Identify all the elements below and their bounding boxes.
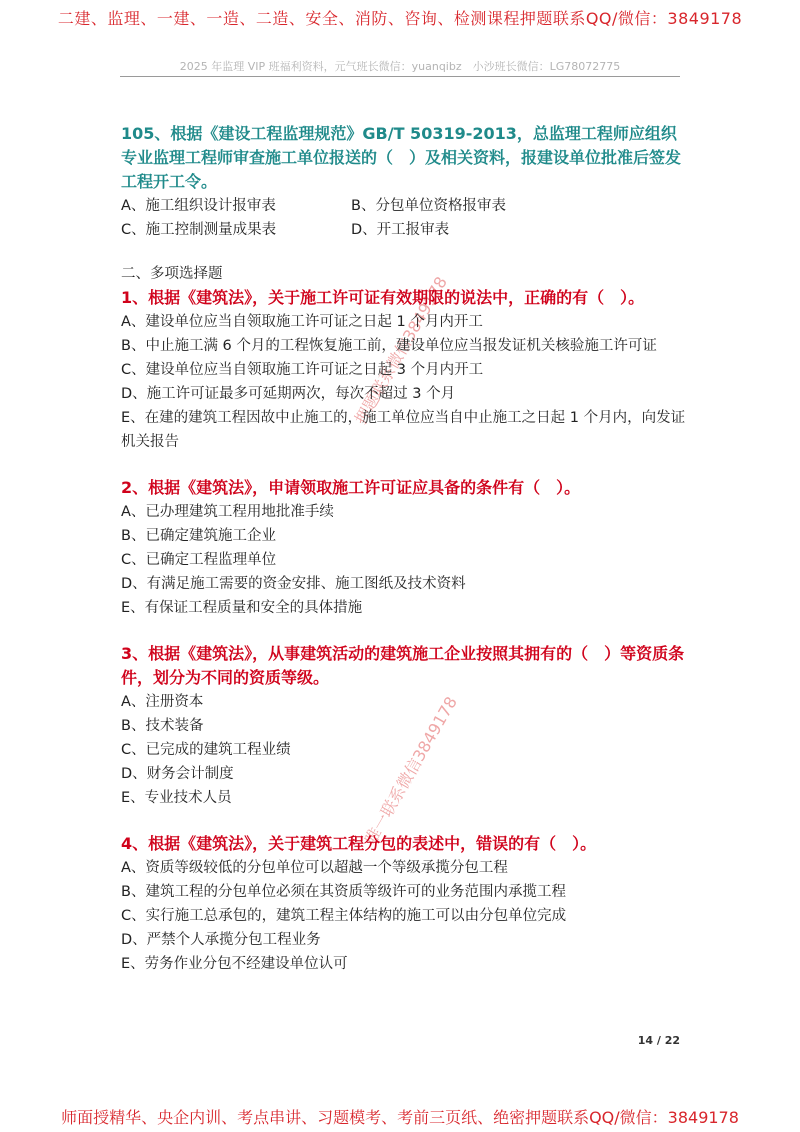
- top-contact-banner: 二建、监理、一建、一造、二造、安全、消防、咨询、检测课程押题联系QQ/微信：3849178: [57, 9, 743, 28]
- option: A、施工组织设计报审表: [121, 198, 276, 214]
- option: C、已完成的建筑工程业绩: [121, 742, 291, 758]
- option: C、实行施工总承包的，建筑工程主体结构的施工可以由分包单位完成: [121, 908, 567, 924]
- option: E、有保证工程质量和安全的具体措施: [121, 600, 363, 616]
- question-text: 3、根据《建筑法》，从事建筑活动的建筑施工企业按照其拥有的（ ）等资质条件，划分为不同的资质等级。: [121, 644, 685, 687]
- watermark-bottom: 唯一联系微信3849178: [360, 693, 461, 848]
- option: B、已确定建筑施工企业: [121, 528, 276, 544]
- bottom-contact-banner: 师面授精华、央企内训、考点串讲、习题模考、考前三页纸、绝密押题联系QQ/微信：3849178: [61, 1108, 739, 1127]
- watermark-top: 押题联系微信3849178: [350, 273, 451, 428]
- option: A、已办理建筑工程用地批准手续: [121, 504, 334, 520]
- question-105-text: 105、根据《建设工程监理规范》GB/T 50319-2013，总监理工程师应组织专业监理工程师审查施工单位报送的（ ）及相关资料，报建设单位批准后签发工程开工令。: [121, 124, 682, 191]
- question-2: [121, 476, 686, 620]
- option: D、施工许可证最多可延期两次，每次不超过 3 个月: [121, 386, 456, 402]
- option: E、劳务作业分包不经建设单位认可: [121, 956, 348, 972]
- option: B、技术装备: [121, 718, 204, 734]
- page-number: 14 / 22: [637, 1034, 680, 1047]
- page-sub-header: 2025 年监理 VIP 班福利资料，元气班长微信：yuanqibz 小沙班长微信：LG78072775: [179, 60, 621, 73]
- question-105-options: [121, 194, 686, 242]
- option: B、分包单位资格报审表: [351, 198, 506, 214]
- option: A、资质等级较低的分包单位可以超越一个等级承揽分包工程: [121, 860, 508, 876]
- option: E、在建的建筑工程因故中止施工的，施工单位应当自中止施工之日起 1 个月内，向发证机关报告: [121, 410, 686, 450]
- option: C、建设单位应当自领取施工许可证之日起 3 个月内开工: [121, 362, 484, 378]
- header-divider: [120, 76, 680, 77]
- question-4: [121, 832, 686, 976]
- question-text: 1、根据《建筑法》，关于施工许可证有效期限的说法中，正确的有（ ）。: [121, 288, 645, 307]
- document-body: [121, 122, 686, 976]
- option: D、严禁个人承揽分包工程业务: [121, 932, 321, 948]
- option: E、专业技术人员: [121, 790, 232, 806]
- option: A、建设单位应当自领取施工许可证之日起 1 个月内开工: [121, 314, 483, 330]
- option: B、建筑工程的分包单位必须在其资质等级许可的业务范围内承揽工程: [121, 884, 566, 900]
- question-3: [121, 642, 686, 810]
- option: D、开工报审表: [351, 222, 450, 238]
- option: D、有满足施工需要的资金安排、施工图纸及技术资料: [121, 576, 466, 592]
- question-1: [121, 286, 686, 454]
- question-text: 2、根据《建筑法》，申请领取施工许可证应具备的条件有（ ）。: [121, 478, 581, 497]
- question-text: 4、根据《建筑法》，关于建筑工程分包的表述中，错误的有（ ）。: [121, 834, 597, 853]
- option: B、中止施工满 6 个月的工程恢复施工前，建设单位应当报发证机关核验施工许可证: [121, 338, 657, 354]
- option: A、注册资本: [121, 694, 204, 710]
- option: C、施工控制测量成果表: [121, 222, 277, 238]
- option: C、已确定工程监理单位: [121, 552, 277, 568]
- option: D、财务会计制度: [121, 766, 234, 782]
- section-title: 二、多项选择题: [121, 266, 223, 282]
